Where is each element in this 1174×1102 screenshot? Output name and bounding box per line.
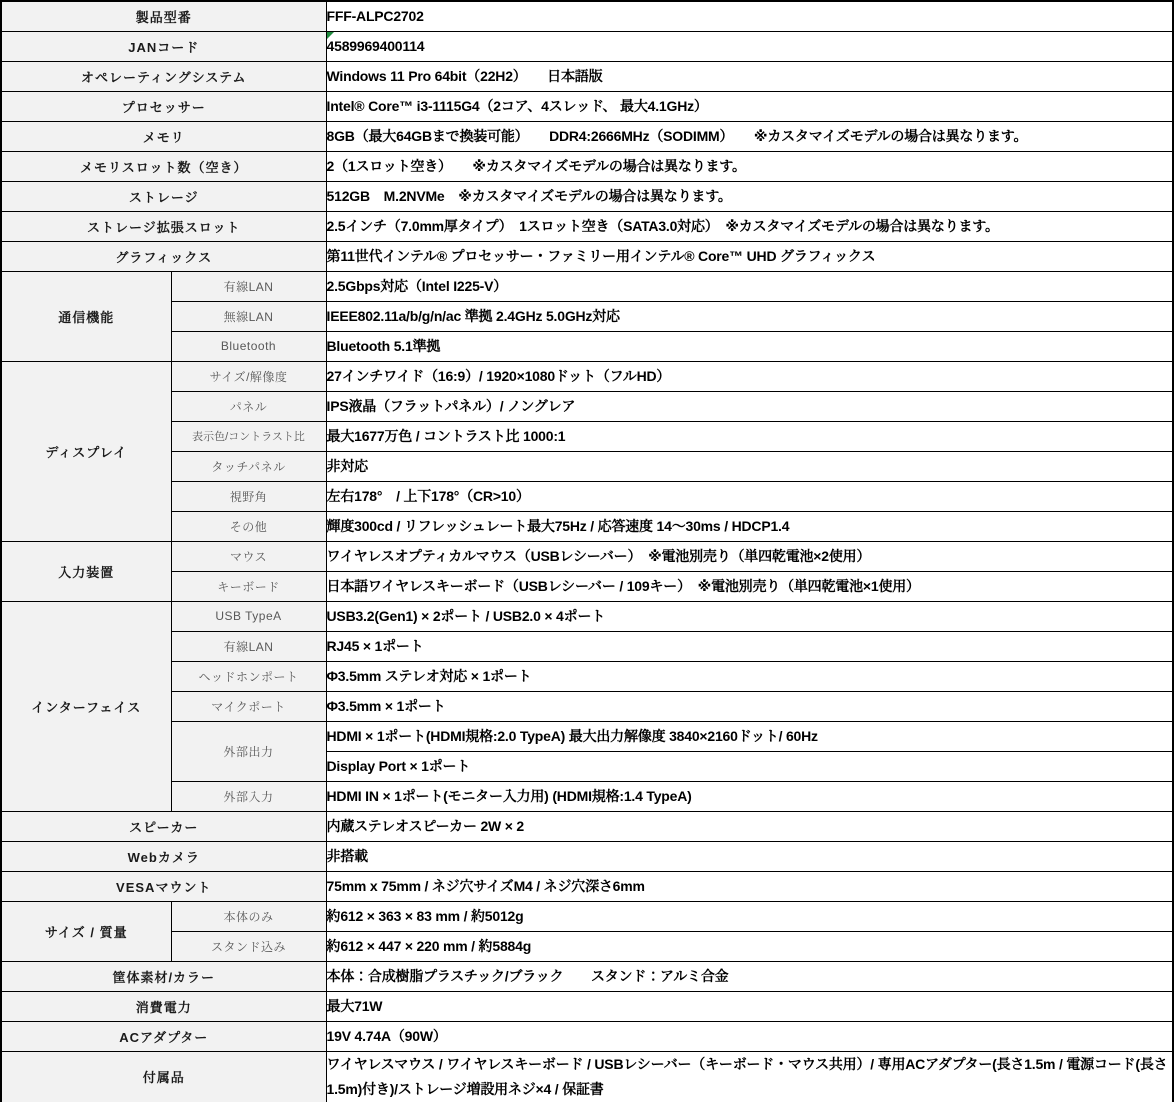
cell-model-value: FFF-ALPC2702	[326, 1, 1173, 31]
subheader-keyboard: キーボード	[171, 571, 326, 601]
cell-webcam-value: 非搭載	[326, 841, 1173, 871]
subheader-headphone-port: ヘッドホンポート	[171, 661, 326, 691]
table-row	[1, 31, 1173, 61]
table-row	[1, 271, 1173, 301]
cell-panel-value: IPS液晶（フラットパネル）/ ノングレア	[326, 391, 1173, 421]
cell-size-resolution-value: 27インチワイド（16:9）/ 1920×1080ドット（フルHD）	[326, 361, 1173, 391]
table-row	[1, 301, 1173, 331]
table-row	[1, 481, 1173, 511]
row-header-vesa-mount: VESAマウント	[1, 871, 326, 901]
table-row	[1, 211, 1173, 241]
row-header-storage-expansion: ストレージ拡張スロット	[1, 211, 326, 241]
cell-keyboard-value: 日本語ワイヤレスキーボード（USBレシーバー / 109キー） ※電池別売り（単四乾電池×1使用）	[326, 571, 1173, 601]
row-header-processor: プロセッサー	[1, 91, 326, 121]
cell-wireless-lan-value: IEEE802.11a/b/g/n/ac 準拠 2.4GHz 5.0GHz対応	[326, 301, 1173, 331]
cell-external-output-hdmi-value: HDMI × 1ポート(HDMI規格:2.0 TypeA) 最大出力解像度 3840×2160ドット/ 60Hz	[326, 721, 1173, 751]
row-header-os: オペレーティングシステム	[1, 61, 326, 91]
group-header-communication: 通信機能	[1, 271, 171, 361]
table-row	[1, 571, 1173, 601]
cell-os-value: Windows 11 Pro 64bit（22H2） 日本語版	[326, 61, 1173, 91]
cell-bluetooth-value: Bluetooth 5.1準拠	[326, 331, 1173, 361]
table-row	[1, 661, 1173, 691]
jan-code-text: 4589969400114	[326, 38, 425, 54]
table-row	[1, 61, 1173, 91]
row-header-graphics: グラフィックス	[1, 241, 326, 271]
row-header-model: 製品型番	[1, 1, 326, 31]
cell-jan-code-value	[326, 31, 1173, 61]
cell-processor-value: Intel® Core™ i3-1115G4（2コア、4スレッド、 最大4.1GHz）	[326, 91, 1173, 121]
row-header-storage: ストレージ	[1, 181, 326, 211]
row-header-ac-adapter: ACアダプター	[1, 1021, 326, 1051]
row-header-speaker: スピーカー	[1, 811, 326, 841]
subheader-viewing-angle: 視野角	[171, 481, 326, 511]
table-row	[1, 901, 1173, 931]
cell-mic-port-value: Φ3.5mm × 1ポート	[326, 691, 1173, 721]
cell-graphics-value: 第11世代インテル® プロセッサー・ファミリー用インテル® Core™ UHD グラフィックス	[326, 241, 1173, 271]
row-header-power-consumption: 消費電力	[1, 991, 326, 1021]
cell-chassis-material-value: 本体：合成樹脂プラスチック/ブラック スタンド：アルミ合金	[326, 961, 1173, 991]
subheader-mouse: マウス	[171, 541, 326, 571]
cell-speaker-value: 内蔵ステレオスピーカー 2W × 2	[326, 811, 1173, 841]
table-row	[1, 541, 1173, 571]
row-header-chassis-material: 筐体素材/カラー	[1, 961, 326, 991]
table-row	[1, 601, 1173, 631]
cell-power-consumption-value: 最大71W	[326, 991, 1173, 1021]
cell-colors-contrast-value: 最大1677万色 / コントラスト比 1000:1	[326, 421, 1173, 451]
table-row	[1, 781, 1173, 811]
subheader-with-stand: スタンド込み	[171, 931, 326, 961]
table-row	[1, 721, 1173, 751]
cell-headphone-port-value: Φ3.5mm ステレオ対応 × 1ポート	[326, 661, 1173, 691]
table-row	[1, 181, 1173, 211]
table-row	[1, 871, 1173, 901]
table-row	[1, 241, 1173, 271]
subheader-body-only: 本体のみ	[171, 901, 326, 931]
green-corner-triangle-icon	[327, 32, 334, 39]
cell-vesa-mount-value: 75mm x 75mm / ネジ穴サイズM4 / ネジ穴深さ6mm	[326, 871, 1173, 901]
subheader-size-resolution: サイズ/解像度	[171, 361, 326, 391]
row-header-accessories: 付属品	[1, 1051, 326, 1102]
cell-mouse-value: ワイヤレスオプティカルマウス（USBレシーバー） ※電池別売り（単四乾電池×2使用）	[326, 541, 1173, 571]
group-header-display: ディスプレイ	[1, 361, 171, 541]
table-row	[1, 121, 1173, 151]
cell-usb-typea-value: USB3.2(Gen1) × 2ポート / USB2.0 × 4ポート	[326, 601, 1173, 631]
cell-rj45-value: RJ45 × 1ポート	[326, 631, 1173, 661]
table-row	[1, 91, 1173, 121]
subheader-touch-panel: タッチパネル	[171, 451, 326, 481]
cell-memory-value: 8GB（最大64GBまで換装可能） DDR4:2666MHz（SODIMM） ※カスタマイズモデルの場合は異なります。	[326, 121, 1173, 151]
cell-with-stand-value: 約612 × 447 × 220 mm / 約5884g	[326, 931, 1173, 961]
table-row	[1, 961, 1173, 991]
table-row	[1, 1021, 1173, 1051]
table-row	[1, 151, 1173, 181]
table-row	[1, 931, 1173, 961]
row-header-memory-slots: メモリスロット数（空き）	[1, 151, 326, 181]
cell-storage-expansion-value: 2.5インチ（7.0mm厚タイプ） 1スロット空き（SATA3.0対応） ※カスタマイズモデルの場合は異なります。	[326, 211, 1173, 241]
subheader-wired-lan: 有線LAN	[171, 271, 326, 301]
table-row	[1, 841, 1173, 871]
cell-external-output-displayport-value: Display Port × 1ポート	[326, 751, 1173, 781]
table-row	[1, 391, 1173, 421]
row-header-memory: メモリ	[1, 121, 326, 151]
subheader-mic-port: マイクポート	[171, 691, 326, 721]
cell-memory-slots-value: 2（1スロット空き） ※カスタマイズモデルの場合は異なります。	[326, 151, 1173, 181]
table-row	[1, 1051, 1173, 1102]
subheader-wireless-lan: 無線LAN	[171, 301, 326, 331]
row-header-webcam: Webカメラ	[1, 841, 326, 871]
subheader-external-output: 外部出力	[171, 721, 326, 781]
table-row	[1, 361, 1173, 391]
cell-display-other-value: 輝度300cd / リフレッシュレート最大75Hz / 応答速度 14～30ms / HDCP1.4	[326, 511, 1173, 541]
table-row	[1, 451, 1173, 481]
table-row	[1, 511, 1173, 541]
cell-accessories-value: ワイヤレスマウス / ワイヤレスキーボード / USBレシーバー（キーボード・マウス共用）/ 専用ACアダプター(長さ1.5m / 電源コード(長さ1.5m)付き)/ストレージ増設用ネジ×4 / 保証書	[326, 1051, 1173, 1102]
row-header-jan-code: JANコード	[1, 31, 326, 61]
subheader-usb-typea: USB TypeA	[171, 601, 326, 631]
cell-external-input-value: HDMI IN × 1ポート(モニター入力用) (HDMI規格:1.4 TypeA)	[326, 781, 1173, 811]
table-row	[1, 811, 1173, 841]
table-row	[1, 991, 1173, 1021]
table-row	[1, 1, 1173, 31]
table-row	[1, 421, 1173, 451]
subheader-external-input: 外部入力	[171, 781, 326, 811]
cell-body-only-value: 約612 × 363 × 83 mm / 約5012g	[326, 901, 1173, 931]
cell-touch-panel-value: 非対応	[326, 451, 1173, 481]
subheader-panel: パネル	[171, 391, 326, 421]
table-row	[1, 691, 1173, 721]
table-row	[1, 631, 1173, 661]
table-row	[1, 331, 1173, 361]
cell-viewing-angle-value: 左右178° / 上下178°（CR>10）	[326, 481, 1173, 511]
group-header-size-weight: サイズ / 質量	[1, 901, 171, 961]
group-header-interface: インターフェイス	[1, 601, 171, 811]
subheader-colors-contrast: 表示色/コントラスト比	[171, 421, 326, 451]
group-header-input-devices: 入力装置	[1, 541, 171, 601]
subheader-interface-wired-lan: 有線LAN	[171, 631, 326, 661]
cell-storage-value: 512GB M.2NVMe ※カスタマイズモデルの場合は異なります。	[326, 181, 1173, 211]
subheader-bluetooth: Bluetooth	[171, 331, 326, 361]
subheader-display-other: その他	[171, 511, 326, 541]
cell-ac-adapter-value: 19V 4.74A（90W）	[326, 1021, 1173, 1051]
cell-wired-lan-value: 2.5Gbps対応（Intel I225-V）	[326, 271, 1173, 301]
